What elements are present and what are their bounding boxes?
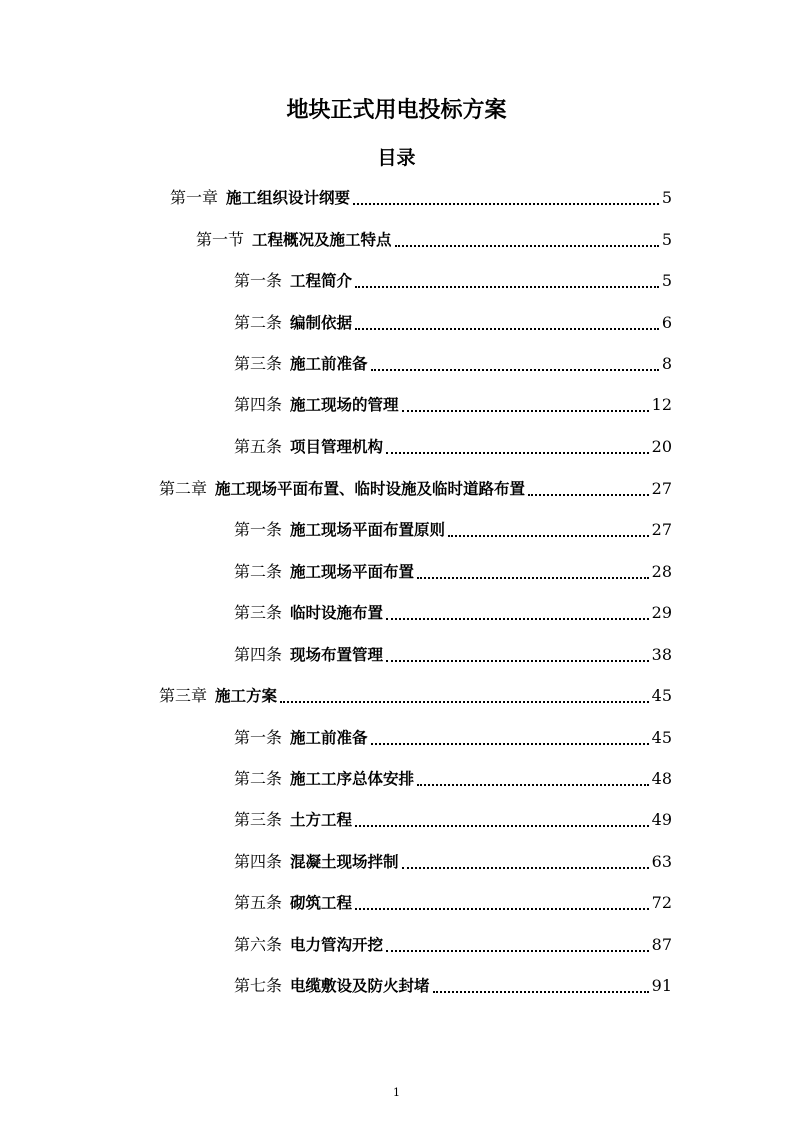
toc-entry-label: 项目管理机构 (290, 438, 384, 456)
toc-entry-number: 第五条 (234, 893, 283, 912)
toc-entry-page: 5 (661, 271, 672, 290)
toc-entry-label: 施工工序总体安排 (290, 770, 415, 788)
toc-leader-dots (395, 243, 659, 247)
toc-entry-number: 第五条 (234, 437, 283, 456)
toc-leader-dots (402, 408, 649, 412)
toc-entry[interactable] (234, 850, 672, 874)
toc-leader-dots (528, 492, 649, 496)
toc-entry-page: 49 (651, 810, 672, 829)
toc-entry-number: 第四条 (234, 395, 283, 414)
toc-entry[interactable] (234, 808, 672, 832)
toc-entry-page: 72 (651, 893, 672, 912)
toc-entry-number: 第六条 (234, 935, 283, 954)
toc-entry[interactable] (234, 518, 672, 542)
toc-leader-dots (402, 865, 649, 869)
toc-heading: 目录 (377, 147, 416, 169)
toc-entry[interactable] (234, 891, 672, 915)
toc-entry[interactable] (234, 974, 672, 998)
toc-entry-label: 施工现场平面布置 (290, 563, 415, 581)
toc-leader-dots (280, 699, 649, 703)
toc-leader-dots (386, 616, 649, 620)
toc-leader-dots (386, 450, 649, 454)
toc-entry-number: 第四条 (234, 852, 283, 871)
toc-entry-page: 28 (651, 562, 672, 581)
toc-entry-number: 第七条 (234, 976, 283, 995)
toc-entry-number: 第三章 (159, 686, 208, 705)
toc-entry-label: 工程简介 (290, 272, 353, 290)
toc-entry-label: 土方工程 (290, 811, 353, 829)
toc-entry-page: 27 (651, 479, 672, 498)
toc-entry-label: 砌筑工程 (290, 894, 353, 912)
toc-entry[interactable] (234, 311, 672, 335)
toc-leader-dots (353, 201, 659, 205)
toc-entry-label: 电力管沟开挖 (290, 936, 384, 954)
toc-entry-label: 临时设施布置 (290, 604, 384, 622)
toc-leader-dots (386, 658, 649, 662)
toc-entry-page: 27 (651, 520, 672, 539)
toc-entry-number: 第三条 (234, 810, 283, 829)
toc-entry-page: 48 (651, 769, 672, 788)
toc-entry[interactable] (234, 393, 672, 417)
toc-entry-label: 施工现场平面布置、临时设施及临时道路布置 (215, 480, 526, 498)
toc-entry-label: 混凝土现场拌制 (290, 853, 399, 871)
toc-entry-page: 20 (651, 437, 672, 456)
toc-entry[interactable] (234, 560, 672, 584)
toc-entry[interactable] (234, 933, 672, 957)
toc-entry-number: 第三条 (234, 354, 283, 373)
toc-entry-number: 第二章 (159, 479, 208, 498)
toc-entry[interactable] (159, 477, 672, 501)
toc-entry[interactable] (234, 435, 672, 459)
toc-entry[interactable] (170, 186, 672, 210)
toc-leader-dots (355, 284, 659, 288)
toc-entry-page: 12 (651, 395, 672, 414)
toc-entry-page: 91 (651, 976, 672, 995)
toc-entry-page: 45 (651, 728, 672, 747)
toc-entry-number: 第一条 (234, 520, 283, 539)
toc-leader-dots (386, 948, 649, 952)
toc-entry[interactable] (234, 601, 672, 625)
toc-entry-page: 29 (651, 603, 672, 622)
toc-entry-label: 施工前准备 (290, 355, 368, 373)
toc-entry-page: 38 (651, 645, 672, 664)
toc-entry-number: 第三条 (234, 603, 283, 622)
toc-leader-dots (355, 326, 659, 330)
toc-entry-page: 5 (661, 188, 672, 207)
toc-entry[interactable] (234, 767, 672, 791)
toc-entry-page: 87 (651, 935, 672, 954)
toc-entry-number: 第四条 (234, 645, 283, 664)
document-title: 地块正式用电投标方案 (286, 98, 507, 123)
toc-entry-page: 63 (651, 852, 672, 871)
toc-entry-label: 现场布置管理 (290, 646, 384, 664)
toc-entry[interactable] (159, 684, 672, 708)
page-number: 1 (393, 1086, 400, 1099)
toc-entry-page: 5 (661, 230, 672, 249)
toc-entry-number: 第二条 (234, 313, 283, 332)
toc-entry[interactable] (234, 269, 672, 293)
toc-leader-dots (448, 533, 649, 537)
toc-entry[interactable] (196, 228, 672, 252)
toc-entry-label: 施工组织设计纲要 (226, 189, 351, 207)
toc-entry-label: 电缆敷设及防火封堵 (290, 977, 430, 995)
toc-entry-number: 第一条 (234, 728, 283, 747)
toc-entry-number: 第一章 (170, 188, 219, 207)
toc-entry-label: 施工现场平面布置原则 (290, 521, 446, 539)
toc-entry-number: 第二条 (234, 562, 283, 581)
toc-entry-page: 45 (651, 686, 672, 705)
toc-entry-number: 第二条 (234, 769, 283, 788)
toc-leader-dots (355, 906, 649, 910)
toc-leader-dots (355, 823, 649, 827)
toc-leader-dots (417, 575, 649, 579)
toc-entry-label: 工程概况及施工特点 (252, 231, 392, 249)
toc-entry-page: 8 (661, 354, 672, 373)
toc-entry-number: 第一节 (196, 230, 245, 249)
toc-leader-dots (371, 741, 649, 745)
toc-entry-label: 施工方案 (215, 687, 278, 705)
toc-entry[interactable] (234, 352, 672, 376)
toc-entry-label: 施工前准备 (290, 729, 368, 747)
toc-entry[interactable] (234, 643, 672, 667)
toc-leader-dots (371, 367, 659, 371)
toc-leader-dots (417, 782, 649, 786)
toc-leader-dots (433, 989, 649, 993)
toc-entry-number: 第一条 (234, 271, 283, 290)
toc-entry-label: 编制依据 (290, 314, 353, 332)
toc-entry-label: 施工现场的管理 (290, 396, 399, 414)
toc-entry[interactable] (234, 726, 672, 750)
toc-entry-page: 6 (661, 313, 672, 332)
